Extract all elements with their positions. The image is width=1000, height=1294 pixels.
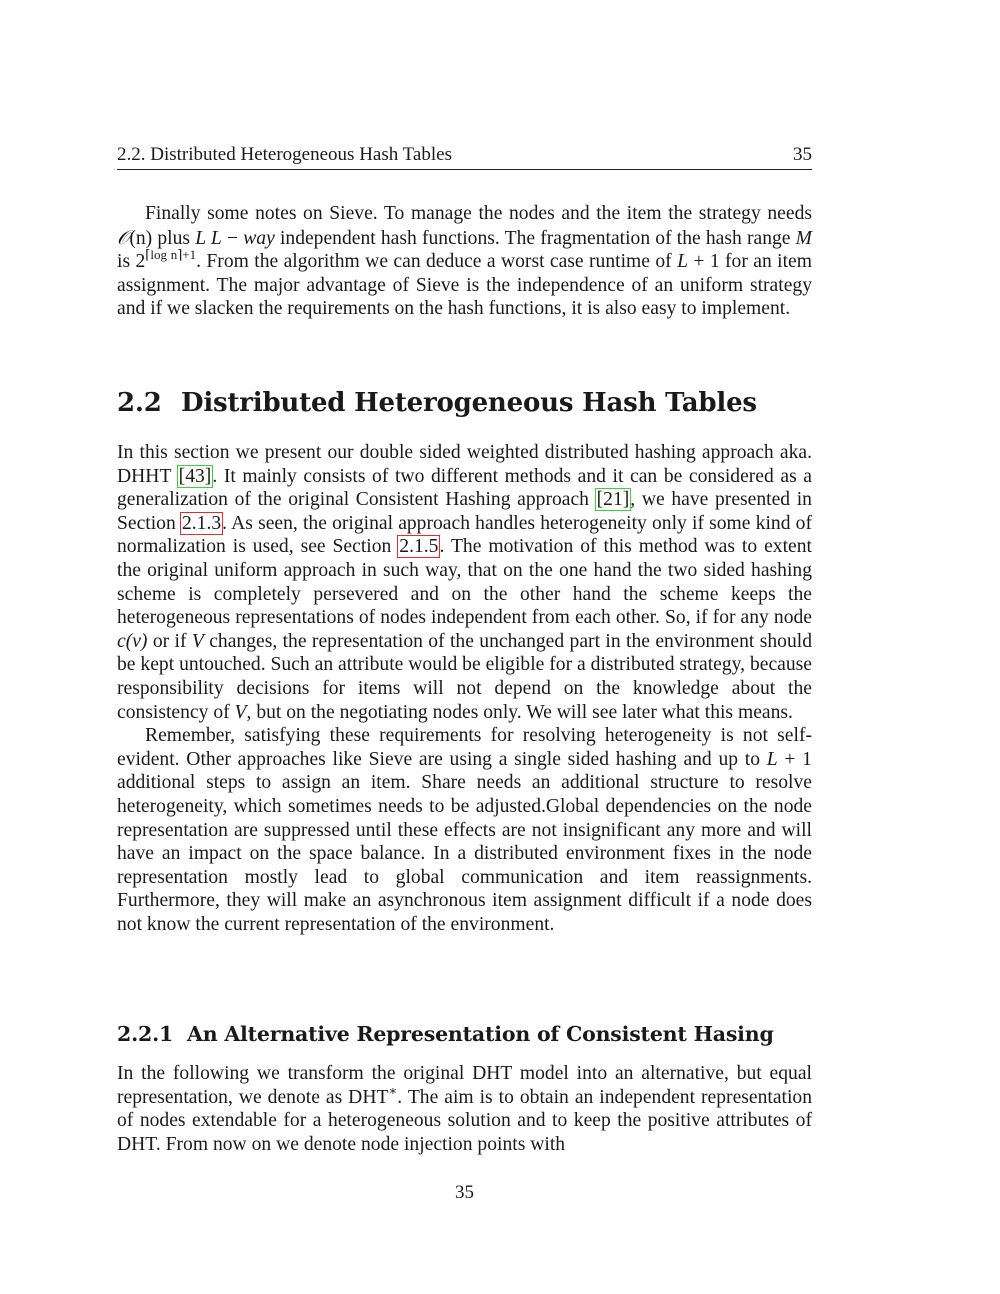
section-heading (117, 388, 812, 418)
subsection-number: 2.2.1 (117, 1022, 174, 1046)
running-head (117, 143, 812, 170)
section-link-2-1-3[interactable]: 2.1.3 (181, 512, 222, 534)
section-number: 2.2 (117, 388, 162, 418)
subsection-heading (117, 1021, 812, 1047)
intro-paragraph: Finally some notes on Sieve. To manage the nodes and the item the strategy needs 𝒪(n) plus L L − way independent hash functions. The fragmentation of the hash range M is $2^{⌈log n⌉+1}$. From the algorithm we can deduce a worst case runtime of L + 1 for an item assignment. The major advantage of Sieve is the independence of an uniform strategy and if we slacken the requirements on the hash functions, it is also easy to implement. (117, 203, 812, 320)
section-link-2-1-5[interactable]: 2.1.5 (399, 536, 439, 558)
footer-page-number: 35 (455, 1182, 474, 1203)
citation-link-21[interactable]: [21] (596, 489, 630, 511)
section-title: Distributed Heterogeneous Hash Tables (181, 388, 757, 418)
paragraph-2: Remember, satisfying these requirements for resolving heterogeneity is not self-evident. Other approaches like Sieve are using a single sided hashing and up to L + 1 additional steps to assign an item. Share needs an additional structure to resolve heterogeneity, which sometimes needs to be adjusted.Global dependencies on the node representation are suppressed until these effects are not insignificant any more and will have an impact on the space balance. In a distributed environment fixes in the node representation mostly lead to global communication and item reassignments. Furthermore, they will make an asynchronous item assignment difficult if a node does not know the current representation of the environment. (117, 725, 812, 935)
paragraph-1: In this section we present our double sided weighted distributed hashing approach aka. DHHT [43]. It mainly consists of two different methods and it can be considered as a generalization of the original Consistent Hashing approach [21], we have presented in Section 2.1.3. As seen, the original approach handles heterogeneity only if some kind of normalization is used, see Section 2.1.5. The motivation of this method was to extent the original uniform approach in such way, that on the one hand the two sided hashing scheme is completely persevered and on the other hand the scheme keeps the heterogeneous representations of nodes independent from each other. So, if for any node c(v) or if V changes, the representation of the unchanged part in the environment should be kept untouched. Such an attribute would be eligible for a distributed strategy, because responsibility decisions for items will not depend on the knowledge about the consistency of V, but on the negotiating nodes only. We will see later what this means. (117, 442, 813, 723)
citation-link-43[interactable]: [43] (178, 465, 212, 487)
section-body (117, 441, 812, 936)
subsection-title: An Alternative Representation of Consistent Hasing (187, 1022, 774, 1046)
paragraph-3: In the following we transform the original DHT model into an alternative, but equal representation, we denote as DHT∗. The aim is to obtain an independent representation of nodes extendable for a heterogeneous solution and to keep the positive attributes of DHT. From now on we denote node injection points with (117, 1063, 813, 1155)
subsection-body (117, 1062, 812, 1156)
intro-paragraph-block (117, 202, 812, 321)
running-head-title: 2.2. Distributed Heterogeneous Hash Tables (117, 144, 452, 165)
section-heading-block (117, 388, 812, 418)
subsection-heading-block (117, 1021, 812, 1047)
running-head-page-number: 35 (793, 144, 812, 165)
